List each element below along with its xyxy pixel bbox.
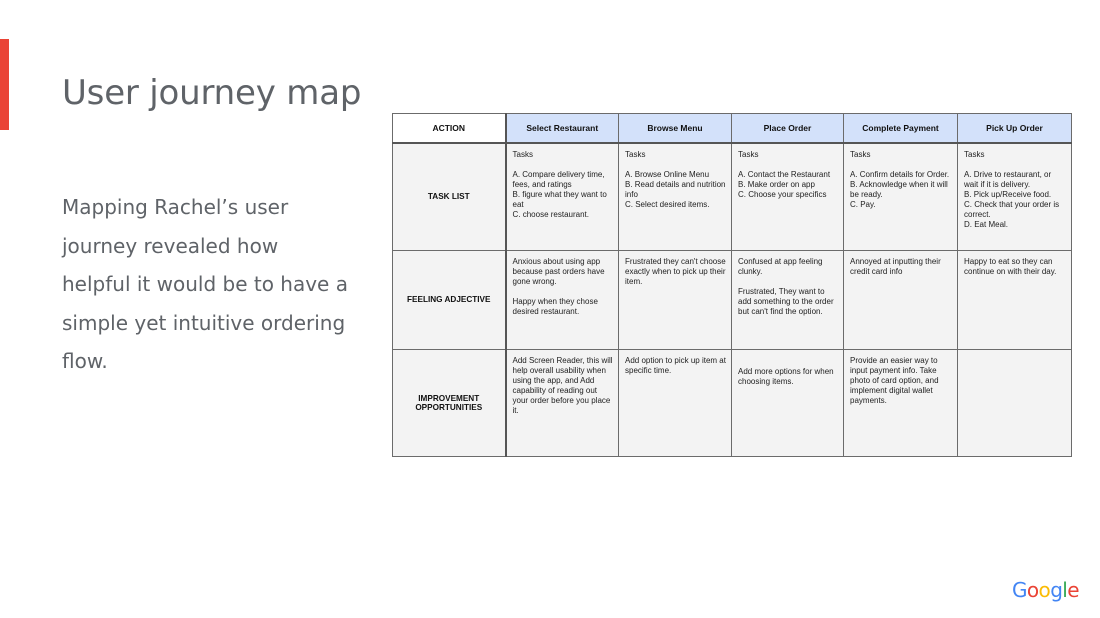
slide-body-text: Mapping Rachel’s user journey revealed how helpful it would be to have a simple yet intuitive ordering flow. xyxy=(62,195,348,373)
cell-text: Tasks A. Compare delivery time, fees, and ratings B. figure what they want to eat C. choose restaurant. xyxy=(512,150,607,219)
corner-header: ACTION xyxy=(393,114,506,144)
logo-letter: g xyxy=(1050,578,1063,602)
user-journey-table xyxy=(392,113,1072,457)
stage-header-pick-up-order: Pick Up Order xyxy=(958,114,1072,144)
accent-bar xyxy=(0,39,9,130)
cell-text: Provide an easier way to input payment info. Take photo of card option, and implement digital wallet payments. xyxy=(850,355,939,405)
logo-letter: G xyxy=(1012,578,1027,602)
stage-header-select-restaurant: Select Restaurant xyxy=(506,114,619,144)
logo-letter: o xyxy=(1026,578,1039,602)
cell-text xyxy=(958,350,1071,360)
task-list-row xyxy=(393,143,1072,250)
table-cell xyxy=(844,349,958,456)
table-cell xyxy=(506,250,619,349)
cell-text: Add Screen Reader, this will help overall usability when using the app, and Add capability of reading out your order before you place it. xyxy=(512,355,613,415)
logo-letter: e xyxy=(1067,578,1079,602)
logo-letter: l xyxy=(1062,578,1068,602)
cell-text: Annoyed at inputting their credit card info xyxy=(850,256,941,276)
table-cell xyxy=(844,250,958,349)
row-label-feeling-adjective: FEELING ADJECTIVE xyxy=(393,250,506,349)
feeling-adjective-row xyxy=(393,250,1072,349)
cell-text: Add option to pick up item at specific time. xyxy=(625,355,726,375)
table-cell xyxy=(732,250,844,349)
google-logo xyxy=(1012,578,1079,602)
table-cell xyxy=(958,250,1072,349)
table-cell xyxy=(619,250,732,349)
table-cell xyxy=(506,349,619,456)
cell-text: Happy to eat so they can continue on with their day. xyxy=(964,256,1057,276)
improvement-opportunities-row xyxy=(393,349,1072,456)
table-cell xyxy=(844,143,958,250)
cell-text: Tasks A. Browse Online Menu B. Read details and nutrition info C. Select desired items. xyxy=(625,150,726,209)
cell-text: Frustrated they can't choose exactly when to pick up their item. xyxy=(625,256,726,286)
cell-text: Tasks A. Confirm details for Order. B. Acknowledge when it will be ready. C. Pay. xyxy=(850,150,950,209)
table-cell xyxy=(732,143,844,250)
table-cell xyxy=(619,349,732,456)
cell-text: Confused at app feeling clunky. Frustrated, They want to add something to the order but can't find the option. xyxy=(738,256,834,316)
logo-letter: o xyxy=(1038,578,1051,602)
header-row xyxy=(393,114,1072,144)
cell-text: Tasks A. Drive to restaurant, or wait if it is delivery. B. Pick up/Receive food. C. Check that your order is correct. D. Eat Meal. xyxy=(964,150,1060,229)
slide-title: User journey map xyxy=(62,73,362,113)
cell-text: Tasks A. Contact the Restaurant B. Make order on app C. Choose your specifics xyxy=(738,150,831,199)
table-cell xyxy=(732,349,844,456)
stage-header-browse-menu: Browse Menu xyxy=(619,114,732,144)
row-label-task-list: TASK LIST xyxy=(393,143,506,250)
table-cell xyxy=(619,143,732,250)
table-cell xyxy=(958,143,1072,250)
cell-text: Add more options for when choosing items. xyxy=(738,366,834,386)
table-cell xyxy=(958,349,1072,456)
table-cell xyxy=(506,143,619,250)
stage-header-place-order: Place Order xyxy=(732,114,844,144)
stage-header-complete-payment: Complete Payment xyxy=(844,114,958,144)
cell-text: Anxious about using app because past orders have gone wrong. Happy when they chose desired restaurant. xyxy=(512,256,605,316)
row-label-improvement-opportunities: IMPROVEMENT OPPORTUNITIES xyxy=(393,349,506,456)
